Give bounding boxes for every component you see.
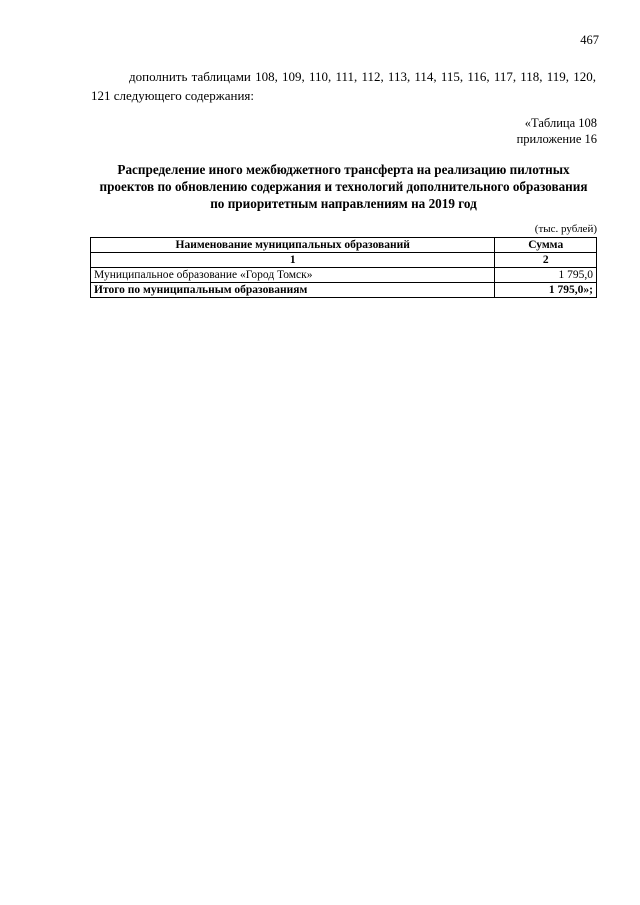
- table-reference: [517, 115, 597, 147]
- intro-paragraph: дополнить таблицами 108, 109, 110, 111, 112, 113, 114, 115, 116, 117, 118, 119, 120, 121 следующего содержания:: [91, 69, 596, 103]
- table-header-row: [91, 238, 597, 253]
- distribution-table: [90, 237, 597, 298]
- units-label: (тыс. рублей): [534, 223, 597, 235]
- header-sum: Сумма: [495, 238, 597, 253]
- row-sum: 1 795,0: [495, 268, 597, 283]
- total-row: [91, 283, 597, 298]
- total-name: Итого по муниципальным образованиям: [91, 283, 495, 298]
- page-number: 467: [580, 33, 599, 47]
- column-number-2: 2: [495, 253, 597, 268]
- table-ref-line-2: приложение 16: [516, 132, 597, 146]
- column-number-row: [91, 253, 597, 268]
- table-row: [91, 268, 597, 283]
- total-sum: 1 795,0»;: [495, 283, 597, 298]
- row-name: Муниципальное образование «Город Томск»: [91, 268, 495, 283]
- document-title: Распределение иного межбюджетного трансферта на реализацию пилотных проектов по обновлению содержания и технологий дополнительного образования по приоритетным направлениям на 2019 год: [99, 162, 588, 211]
- table-ref-line-1: «Таблица 108: [524, 116, 597, 130]
- header-name: Наименование муниципальных образований: [91, 238, 495, 253]
- column-number-1: 1: [91, 253, 495, 268]
